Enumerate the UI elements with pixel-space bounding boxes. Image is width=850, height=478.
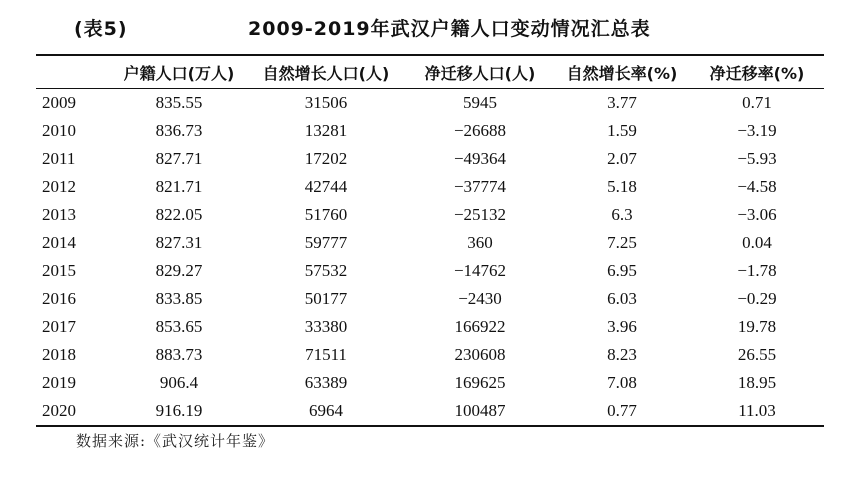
table-row xyxy=(36,145,824,173)
table-row xyxy=(36,257,824,285)
table-cell: 59777 xyxy=(304,233,348,252)
table-cell: 230608 xyxy=(454,345,506,364)
table-cell: 100487 xyxy=(406,397,554,426)
table-cell: −25132 xyxy=(453,205,507,224)
table-cell: 829.27 xyxy=(155,261,203,280)
table-cell: −3.19 xyxy=(737,121,777,140)
table-row xyxy=(36,397,824,426)
table-row xyxy=(36,117,824,145)
table-cell: −5.93 xyxy=(737,149,777,168)
year-cell: 2017 xyxy=(42,317,76,336)
table-row xyxy=(36,313,824,341)
table-body xyxy=(36,89,824,427)
year-cell: 2011 xyxy=(42,149,76,168)
table-cell: −0.29 xyxy=(737,289,777,308)
table-cell: 42744 xyxy=(304,177,348,196)
table-cell: 0.77 xyxy=(554,397,690,426)
table-cell: −14762 xyxy=(453,261,507,280)
year-cell: 2014 xyxy=(42,233,76,252)
table-cell: 1.59 xyxy=(607,121,637,140)
year-cell: 2009 xyxy=(42,93,76,112)
column-header: 自然增长人口(人) xyxy=(246,55,406,89)
table-cell: 11.03 xyxy=(690,397,824,426)
table-cell: 3.96 xyxy=(607,317,637,336)
column-header: 净迁移率(%) xyxy=(690,55,824,89)
table-cell: 6964 xyxy=(246,397,406,426)
table-row xyxy=(36,341,824,369)
table-cell: 19.78 xyxy=(737,317,777,336)
table-cell: 6.3 xyxy=(611,205,633,224)
table-cell: −49364 xyxy=(453,149,507,168)
table-cell: 63389 xyxy=(304,373,348,392)
table-header-row xyxy=(36,55,824,89)
data-source-note: 数据来源:《武汉统计年鉴》 xyxy=(76,432,275,450)
table-cell: 7.08 xyxy=(607,373,637,392)
year-cell: 2013 xyxy=(42,205,76,224)
table-cell: −4.58 xyxy=(737,177,777,196)
table-cell: 31506 xyxy=(304,93,348,112)
table-cell: 26.55 xyxy=(737,345,777,364)
year-cell: 2010 xyxy=(42,121,76,140)
table-row xyxy=(36,229,824,257)
table-cell: 360 xyxy=(467,233,493,252)
table-cell: 906.4 xyxy=(159,373,199,392)
table-cell: −26688 xyxy=(453,121,507,140)
column-header: 户籍人口(万人) xyxy=(112,55,246,89)
table-cell: 0.71 xyxy=(742,93,772,112)
table-cell: −3.06 xyxy=(737,205,777,224)
table-cell: −37774 xyxy=(453,177,507,196)
table-cell: 3.77 xyxy=(607,93,637,112)
table-cell: 57532 xyxy=(304,261,348,280)
table-cell: 17202 xyxy=(304,149,348,168)
table-cell: 853.65 xyxy=(155,317,203,336)
column-header xyxy=(36,55,112,89)
table-cell: 827.71 xyxy=(155,149,203,168)
column-header: 自然增长率(%) xyxy=(554,55,690,89)
year-cell: 2020 xyxy=(36,397,112,426)
table-cell: 5.18 xyxy=(607,177,637,196)
table-cell: 6.95 xyxy=(607,261,637,280)
table-cell: 827.31 xyxy=(155,233,203,252)
table-caption xyxy=(36,14,826,44)
year-cell: 2018 xyxy=(42,345,76,364)
table-cell: 33380 xyxy=(304,317,348,336)
table-cell: 13281 xyxy=(304,121,348,140)
table-row xyxy=(36,285,824,313)
table-title: 2009-2019年武汉户籍人口变动情况汇总表 xyxy=(248,18,651,40)
table-cell: 18.95 xyxy=(737,373,777,392)
table-cell: 2.07 xyxy=(607,149,637,168)
column-header: 净迁移人口(人) xyxy=(406,55,554,89)
table-cell: 7.25 xyxy=(607,233,637,252)
table-cell: 71511 xyxy=(305,345,347,364)
table-cell: 0.04 xyxy=(742,233,772,252)
table-cell: 883.73 xyxy=(155,345,203,364)
year-cell: 2012 xyxy=(42,177,76,196)
table-cell: 166922 xyxy=(454,317,506,336)
population-table xyxy=(36,54,824,427)
table-cell: 836.73 xyxy=(155,121,203,140)
year-cell: 2015 xyxy=(42,261,76,280)
table-row xyxy=(36,369,824,397)
table-row xyxy=(36,173,824,201)
table-cell: −2430 xyxy=(458,289,502,308)
table-row xyxy=(36,201,824,229)
year-cell: 2019 xyxy=(42,373,76,392)
table-cell: 5945 xyxy=(463,93,497,112)
table-number: (表5) xyxy=(74,18,128,40)
table-cell: 833.85 xyxy=(155,289,203,308)
table-row xyxy=(36,89,824,118)
table-cell: 50177 xyxy=(304,289,348,308)
table-cell: 822.05 xyxy=(155,205,203,224)
table-cell: 916.19 xyxy=(112,397,246,426)
table-cell: −1.78 xyxy=(737,261,777,280)
table-cell: 6.03 xyxy=(607,289,637,308)
table-cell: 169625 xyxy=(454,373,506,392)
table-cell: 8.23 xyxy=(607,345,637,364)
table-cell: 51760 xyxy=(304,205,348,224)
table-cell: 821.71 xyxy=(155,177,203,196)
year-cell: 2016 xyxy=(42,289,76,308)
table-cell: 835.55 xyxy=(155,93,203,112)
